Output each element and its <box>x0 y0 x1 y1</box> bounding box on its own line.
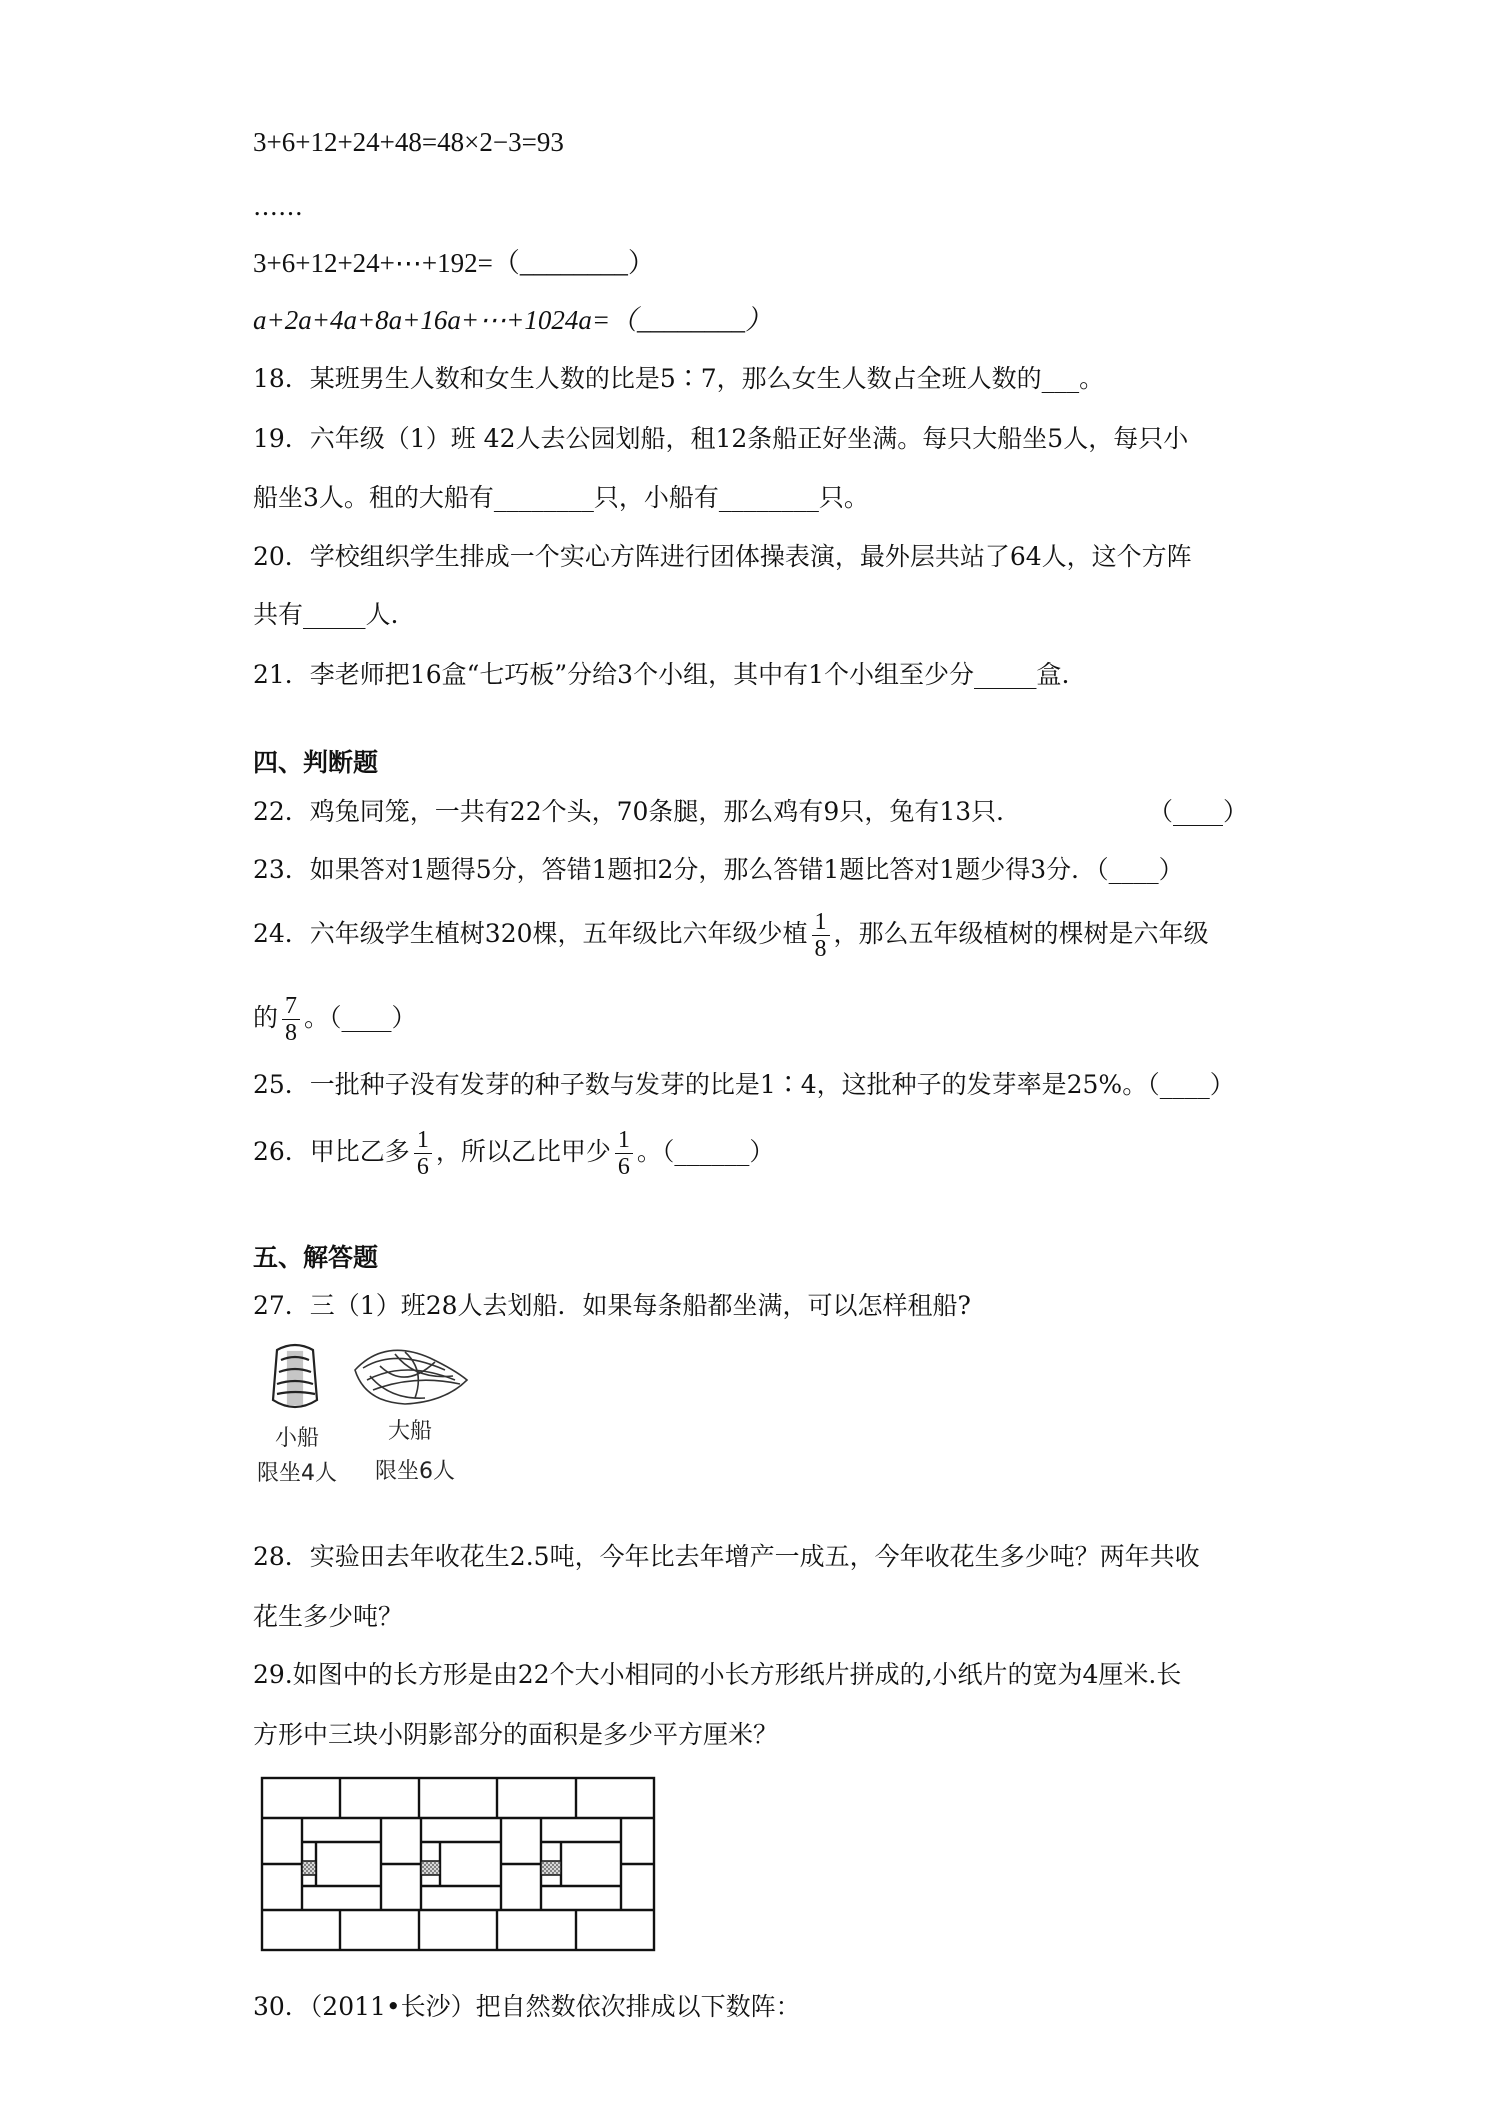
question-20-line-1: 20．学校组织学生排成一个实心方阵进行团体操表演，最外层共站了64人，这个方阵 <box>253 542 1192 571</box>
equation-line-3: a+2a+4a+8a+16a+⋯+1024a=（________） <box>253 305 773 335</box>
question-30: 30．（2011•长沙）把自然数依次排成以下数阵： <box>253 1992 801 2021</box>
question-20-line-2: 共有_____人. <box>253 600 399 629</box>
question-21: 21．李老师把16盒“七巧板”分给3个小组，其中有1个小组至少分_____盒. <box>253 660 1070 689</box>
question-24-text-pre: 24．六年级学生植树320棵，五年级比六年级少植 <box>253 919 808 948</box>
small-boat-limit: 限坐4人 <box>257 1461 337 1486</box>
shaded-square-3 <box>541 1861 561 1875</box>
question-22 <box>253 795 1248 829</box>
fraction-denominator: 8 <box>285 1020 298 1046</box>
question-28-line-2: 花生多少吨？ <box>253 1602 404 1631</box>
section-heading-judgement: 四、判断题 <box>253 748 379 777</box>
fraction-denominator: 8 <box>814 936 827 962</box>
section-heading-answers: 五、解答题 <box>253 1243 379 1272</box>
fraction-one-eighth <box>812 909 830 962</box>
question-26-text-pre: 26．甲比乙多 <box>253 1137 410 1166</box>
fraction-numerator: 7 <box>282 993 300 1020</box>
question-22-text: 22．鸡兔同笼，一共有22个头，70条腿，那么鸡有9只，兔有13只． <box>253 797 1022 826</box>
question-22-blank: （____） <box>1147 797 1248 826</box>
question-24-text-de: 的 <box>253 1003 279 1032</box>
shaded-square-2 <box>421 1861 440 1875</box>
fraction-numerator: 1 <box>812 909 830 936</box>
question-26-blank: 。（______） <box>636 1137 775 1166</box>
big-boat-label: 大船 <box>387 1419 433 1444</box>
boats-figure <box>255 1340 485 1500</box>
question-23: 23．如果答对1题得5分，答错1题扣2分，那么答错1题比答对1题少得3分．（____） <box>253 855 1184 884</box>
question-29-line-2: 方形中三块小阴影部分的面积是多少平方厘米？ <box>253 1720 779 1749</box>
question-24-line-1 <box>253 906 1248 962</box>
fraction-one-sixth-a <box>414 1127 432 1180</box>
big-boat-icon <box>355 1350 467 1404</box>
rectangle-tiling-figure <box>254 1770 664 1956</box>
question-27: 27．三（1）班28人去划船．如果每条船都坐满，可以怎样租船? <box>253 1291 971 1320</box>
question-19-line-1: 19．六年级（1）班 42人去公园划船，租12条船正好坐满。每只大船坐5人，每只小 <box>253 424 1189 453</box>
outer-rectangle <box>262 1778 654 1950</box>
question-19-line-2: 船坐3人。租的大船有________只，小船有________只。 <box>253 483 869 512</box>
fraction-numerator: 1 <box>414 1127 432 1154</box>
boats-illustration <box>255 1340 485 1500</box>
small-boat-icon <box>273 1345 317 1407</box>
tiling-diagram <box>254 1770 664 1956</box>
big-boat-limit: 限坐6人 <box>375 1459 455 1484</box>
question-25: 25．一批种子没有发芽的种子数与发芽的比是1∶4，这批种子的发芽率是25%。（____） <box>253 1070 1235 1099</box>
shaded-square-1 <box>302 1861 316 1875</box>
question-24-line-2 <box>253 990 1248 1046</box>
equation-line-1: 3+6+12+24+48=48×2−3=93 <box>253 127 564 157</box>
question-29-line-1: 29.如图中的长方形是由22个大小相同的小长方形纸片拼成的,小纸片的宽为4厘米.长 <box>253 1660 1182 1689</box>
question-18: 18．某班男生人数和女生人数的比是5∶7，那么女生人数占全班人数的___。 <box>253 364 1105 393</box>
question-26 <box>253 1124 1248 1180</box>
question-28-line-1: 28．实验田去年收花生2.5吨，今年比去年增产一成五，今年收花生多少吨？两年共收 <box>253 1542 1200 1571</box>
fraction-seven-eighths <box>282 993 300 1046</box>
question-24-text-post: ，那么五年级植树的棵树是六年级 <box>833 919 1209 948</box>
question-26-text-mid: ，所以乙比甲少 <box>435 1137 611 1166</box>
question-24-blank: 。（____） <box>304 1003 417 1032</box>
small-boat-label: 小船 <box>274 1426 320 1451</box>
equation-line-2: 3+6+12+24+⋯+192=（________） <box>253 248 655 278</box>
fraction-denominator: 6 <box>416 1154 429 1180</box>
fraction-one-sixth-b <box>615 1127 633 1180</box>
ellipsis-line: …… <box>253 192 303 221</box>
fraction-numerator: 1 <box>615 1127 633 1154</box>
fraction-denominator: 6 <box>617 1154 630 1180</box>
